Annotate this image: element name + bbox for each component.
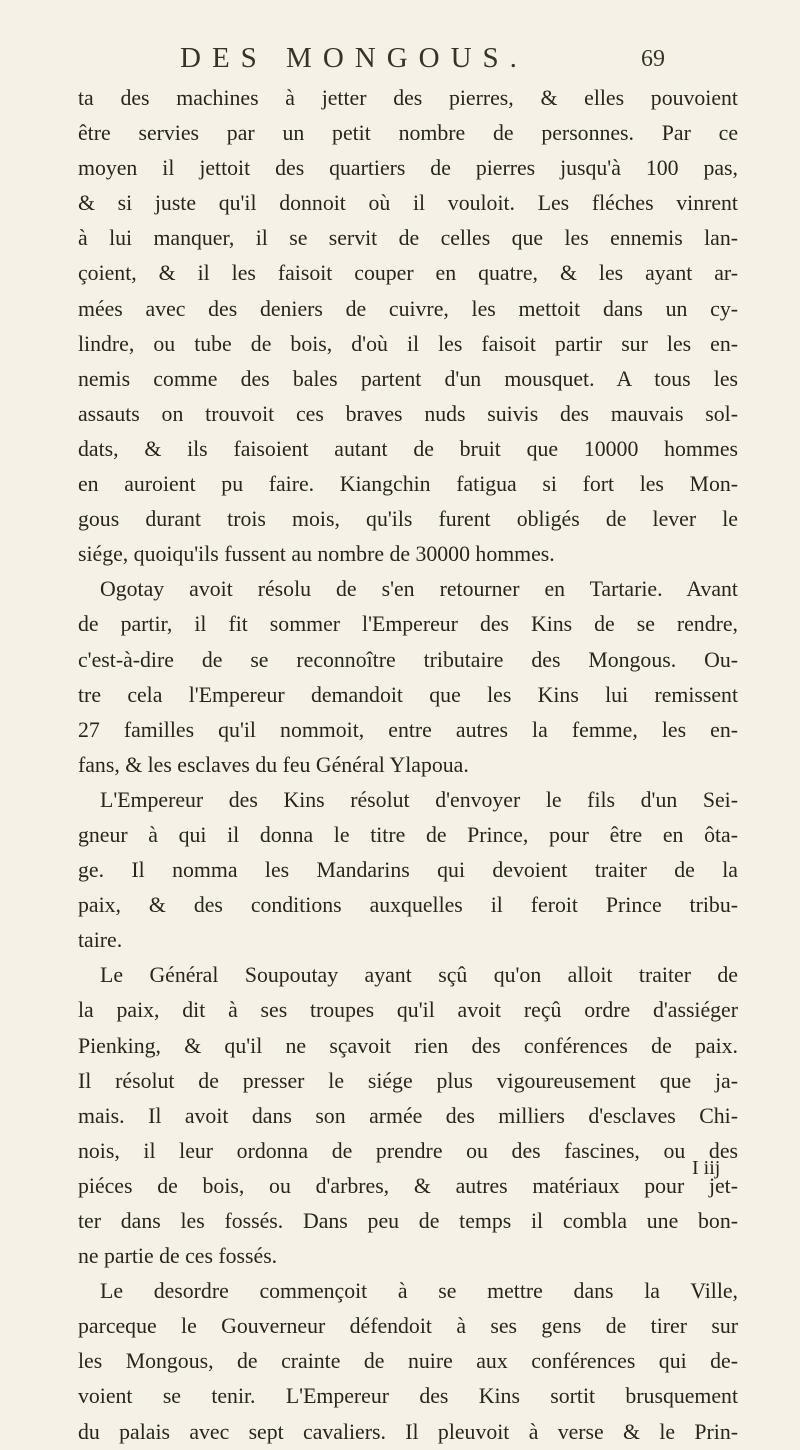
text-line: & si juste qu'il donnoit où il vouloit. Les fléches vinrent bbox=[78, 191, 738, 216]
text-line: siége, quoiqu'ils fussent au nombre de 30000 hommes. bbox=[78, 542, 555, 567]
page-number: 69 bbox=[641, 46, 665, 72]
text-line: mais. Il avoit dans son armée des milliers d'esclaves Chi- bbox=[78, 1103, 738, 1128]
text-line: L'Empereur des Kins résolut d'envoyer le fils d'un Sei- bbox=[100, 787, 738, 812]
text-line: les Mongous, de crainte de nuire aux conférences qui de- bbox=[78, 1349, 738, 1374]
text-line: ter dans les fossés. Dans peu de temps il combla une bon- bbox=[78, 1209, 738, 1233]
text-line: tre cela l'Empereur demandoit que les Kins lui remissent bbox=[78, 682, 738, 707]
text-line: piéces de bois, ou d'arbres, & autres matériaux pour jet- bbox=[78, 1173, 738, 1198]
text-line: çoient, & il les faisoit couper en quatre, & les ayant ar- bbox=[78, 261, 738, 286]
text-line: moyen il jettoit des quartiers de pierres jusqu'à 100 pas, bbox=[78, 156, 738, 181]
text-line: taire. bbox=[78, 928, 123, 953]
text-line: Le Général Soupoutay ayant sçû qu'on alloit traiter de bbox=[100, 963, 738, 988]
text-line: voient se tenir. L'Empereur des Kins sortit brusquement bbox=[78, 1384, 738, 1409]
text-line: c'est-à-dire de se reconnoître tributaire des Mongous. Ou- bbox=[78, 647, 738, 672]
text-line: Le desordre commençoit à se mettre dans la Ville, bbox=[100, 1279, 738, 1304]
text-line: Ogotay avoit résolu de s'en retourner en Tartarie. Avant bbox=[100, 577, 738, 602]
text-line: Il résolut de presser le siége plus vigoureusement que ja- bbox=[78, 1068, 738, 1093]
text-line: nemis comme des bales partent d'un mousquet. A tous les bbox=[78, 366, 738, 391]
text-line: de partir, il fit sommer l'Empereur des Kins de se rendre, bbox=[78, 612, 738, 637]
signature-mark: I iij bbox=[692, 1157, 721, 1179]
text-line: Pienking, & qu'il ne sçavoit rien des conférences de paix. bbox=[78, 1033, 738, 1058]
text-line: nois, il leur ordonna de prendre ou des fascines, ou des bbox=[78, 1138, 738, 1163]
text-line: gous durant trois mois, qu'ils furent obligés de lever le bbox=[78, 507, 738, 532]
text-line: dats, & ils faisoient autant de bruit que 10000 hommes bbox=[78, 436, 738, 461]
text-line: ne partie de ces fossés. bbox=[78, 1244, 278, 1269]
text-line: fans, & les esclaves du feu Général Ylapoua. bbox=[78, 752, 469, 777]
text-line: parceque le Gouverneur défendoit à ses gens de tirer sur bbox=[78, 1314, 738, 1339]
text-line: être servies par un petit nombre de personnes. Par ce bbox=[78, 121, 738, 146]
running-title: DES MONGOUS. bbox=[180, 42, 528, 74]
text-line: paix, & des conditions auxquelles il feroit Prince tribu- bbox=[78, 893, 738, 918]
text-line: mées avec des deniers de cuivre, les mettoit dans un cy- bbox=[78, 296, 738, 321]
text-line: lindre, ou tube de bois, d'où il les faisoit partir sur les en- bbox=[78, 331, 738, 356]
text-line: à lui manquer, il se servit de celles que les ennemis lan- bbox=[78, 226, 738, 251]
text-line: ta des machines à jetter des pierres, & elles pouvoient bbox=[78, 86, 738, 110]
text-line: gneur à qui il donna le titre de Prince, pour être en ôta- bbox=[78, 822, 738, 847]
running-head bbox=[90, 42, 665, 82]
body-text bbox=[78, 81, 738, 1450]
text-line: du palais avec sept cavaliers. Il pleuvoit à verse & le Prin- bbox=[78, 1419, 738, 1444]
text-line: assauts on trouvoit ces braves nuds suivis des mauvais sol- bbox=[78, 401, 738, 426]
text-line: en auroient pu faire. Kiangchin fatigua si fort les Mon- bbox=[78, 472, 738, 497]
text-line: la paix, dit à ses troupes qu'il avoit reçû ordre d'assiéger bbox=[78, 998, 738, 1023]
text-line: ge. Il nomma les Mandarins qui devoient traiter de la bbox=[78, 858, 738, 883]
text-line: 27 familles qu'il nommoit, entre autres la femme, les en- bbox=[78, 717, 738, 742]
